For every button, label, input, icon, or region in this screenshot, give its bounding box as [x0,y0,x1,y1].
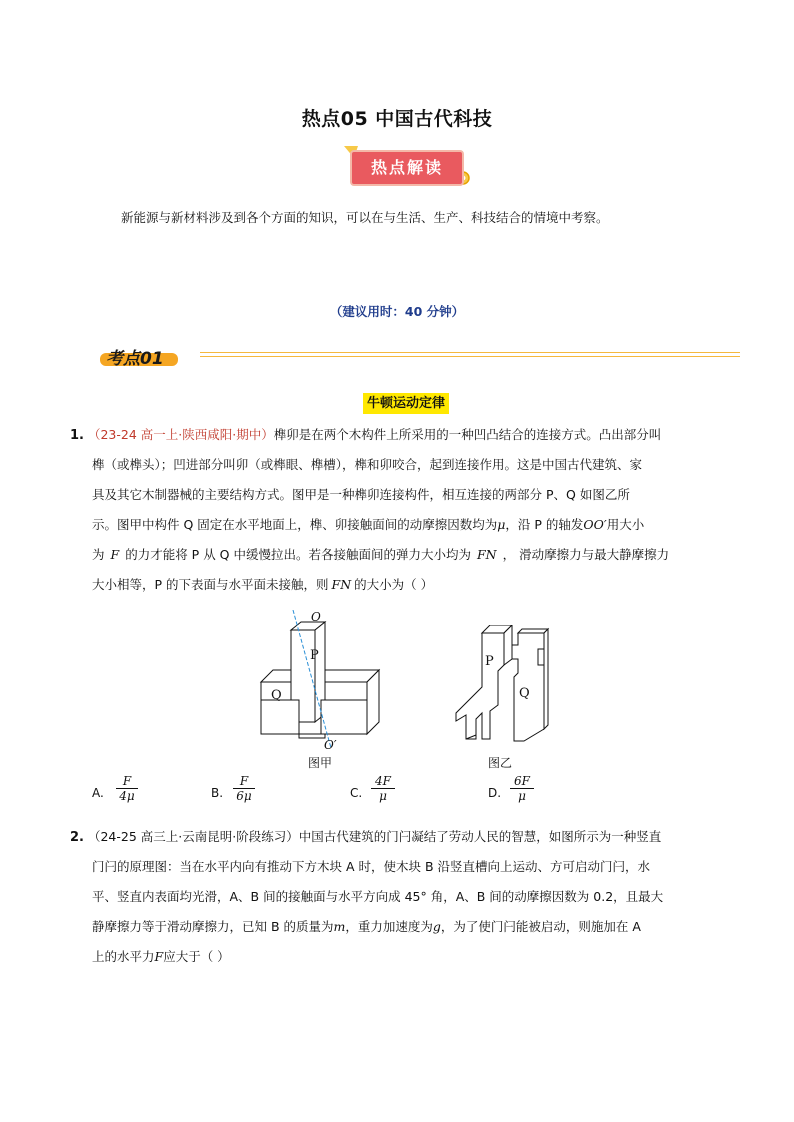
option-D[interactable] [488,786,501,800]
option-C[interactable] [350,786,362,800]
q1-text-4c: 用大小 [606,517,645,532]
option-A[interactable] [92,786,104,800]
m-symbol: m [333,919,346,934]
q1-line-3: 具及其它木制器械的主要结构方式。图甲是一种榫卯连接构件，相互连接的两部分 P、Q 如图乙所 [92,487,630,502]
q1-text-6a: 大小相等，P 的下表面与水平面未接触，则 [92,577,329,592]
intro-text: 新能源与新材料涉及到各个方面的知识，可以在与生活、生产、科技结合的情境中考察。 [121,210,609,225]
option-A-den: 4μ [119,789,135,803]
section-divider-2 [200,356,740,357]
page-title: 热点05 中国古代科技 [301,108,493,130]
q2-text-5a: 上的水平力 [92,949,155,964]
option-A-fraction [116,774,138,804]
q1-line-2: 榫（或榫头）；凹进部分叫卯（或榫眼、榫槽），榫和卯咬合，起到连接作用。这是中国古代建筑、家 [92,457,643,472]
q2-text-1: 中国古代建筑的门闩凝结了劳动人民的智慧，如图所示为一种竖直 [298,829,662,844]
q1-text-5b: 的力才能将 P 从 Q 中缓慢拉出。若各接触面间的弹力大小均为 [125,547,471,562]
figure-yi [452,625,562,750]
option-C-num: 4F [371,774,395,789]
q1-text-6b: 的大小为（ ） [354,577,434,592]
fig-yi-Q-label: Q [519,686,530,701]
option-D-fraction [510,774,534,804]
q2-line-4 [92,912,641,942]
q1-text-1: 榫卯是在两个木构件上所采用的一种凹凸结合的连接方式。凸出部分叫 [273,427,662,442]
q1-text-5a: 为 [92,547,105,562]
F-symbol-q2: F [154,949,164,964]
q2-text-4b: ，重力加速度为 [345,919,433,934]
q2-line-2: 门闩的原理图：当在水平内向有推动下方木块 A 时，使木块 B 沿竖直槽向上运动、方可启动门闩，水 [92,859,651,874]
suggested-time: （建议用时：40 分钟） [329,304,465,319]
fig-jia-Q-label: Q [271,688,282,703]
option-D-label: D. [488,786,502,800]
q1-text-4a: 示。图甲中构件 Q 固定在水平地面上，榫、卯接触面间的动摩擦因数均为 [92,517,498,532]
badge-text: 热点解读 [370,158,443,177]
q2-text-4a: 静摩擦力等于滑动摩擦力，已知 B 的质量为 [92,919,334,934]
q2-line-5 [92,942,230,972]
option-B[interactable] [211,786,223,800]
q2-source: （24-25 高三上·云南昆明·阶段练习） [87,829,299,844]
option-C-fraction [371,774,395,804]
topic-heading: 牛顿运动定律 [363,393,449,414]
q2-text-5b: 应大于（ ） [163,949,230,964]
q1-line-4 [92,510,644,540]
section-label-text: 考点01 [106,349,164,369]
q1-line-5 [92,540,669,570]
q1-line-1 [70,420,661,451]
fig-jia-O2-label: O′ [324,738,337,752]
section-label [96,344,180,369]
option-C-den: μ [379,789,387,803]
option-B-den: 6μ [236,789,252,803]
figure-jia [255,610,385,760]
q2-line-3: 平、竖直内表面均光滑，A、B 间的接触面与水平方向成 45° 角，A、B 间的动摩擦因数为 0.2，且最大 [92,889,664,904]
option-D-den: μ [518,789,526,803]
q2-text-4c: ，为了使门闩能被启动，则施加在 A [440,919,641,934]
fig-yi-caption: 图乙 [488,756,513,770]
q1-line-6 [92,570,433,600]
option-B-num: F [233,774,255,789]
axis-symbol: OO′ [583,517,607,532]
hot-topic-badge [344,144,472,190]
F-symbol: F [110,547,120,562]
option-C-label: C. [350,786,363,800]
q1-number: 1. [70,428,84,443]
fig-yi-P-label: P [485,654,494,669]
q2-number: 2. [70,830,84,845]
fig-jia-P-label: P [310,648,319,663]
option-A-num: F [116,774,138,789]
q1-text-5c: ， 滑动摩擦力与最大静摩擦力 [502,547,670,562]
fig-jia-caption: 图甲 [308,756,333,770]
q1-source: （23-24 高一上·陕西咸阳·期中） [87,427,274,442]
option-B-fraction [233,774,255,804]
option-B-label: B. [211,786,224,800]
q1-text-4b: ，沿 P 的轴发 [505,517,584,532]
FN-symbol-2: FN [331,577,352,592]
option-A-label: A. [92,786,104,800]
g-symbol: g [432,919,441,934]
mu-symbol: μ [497,517,506,532]
fig-jia-O-label: O [311,610,321,624]
option-D-num: 6F [510,774,534,789]
FN-symbol: FN [476,547,497,562]
q2-line-1 [70,822,661,853]
section-divider [200,352,740,353]
